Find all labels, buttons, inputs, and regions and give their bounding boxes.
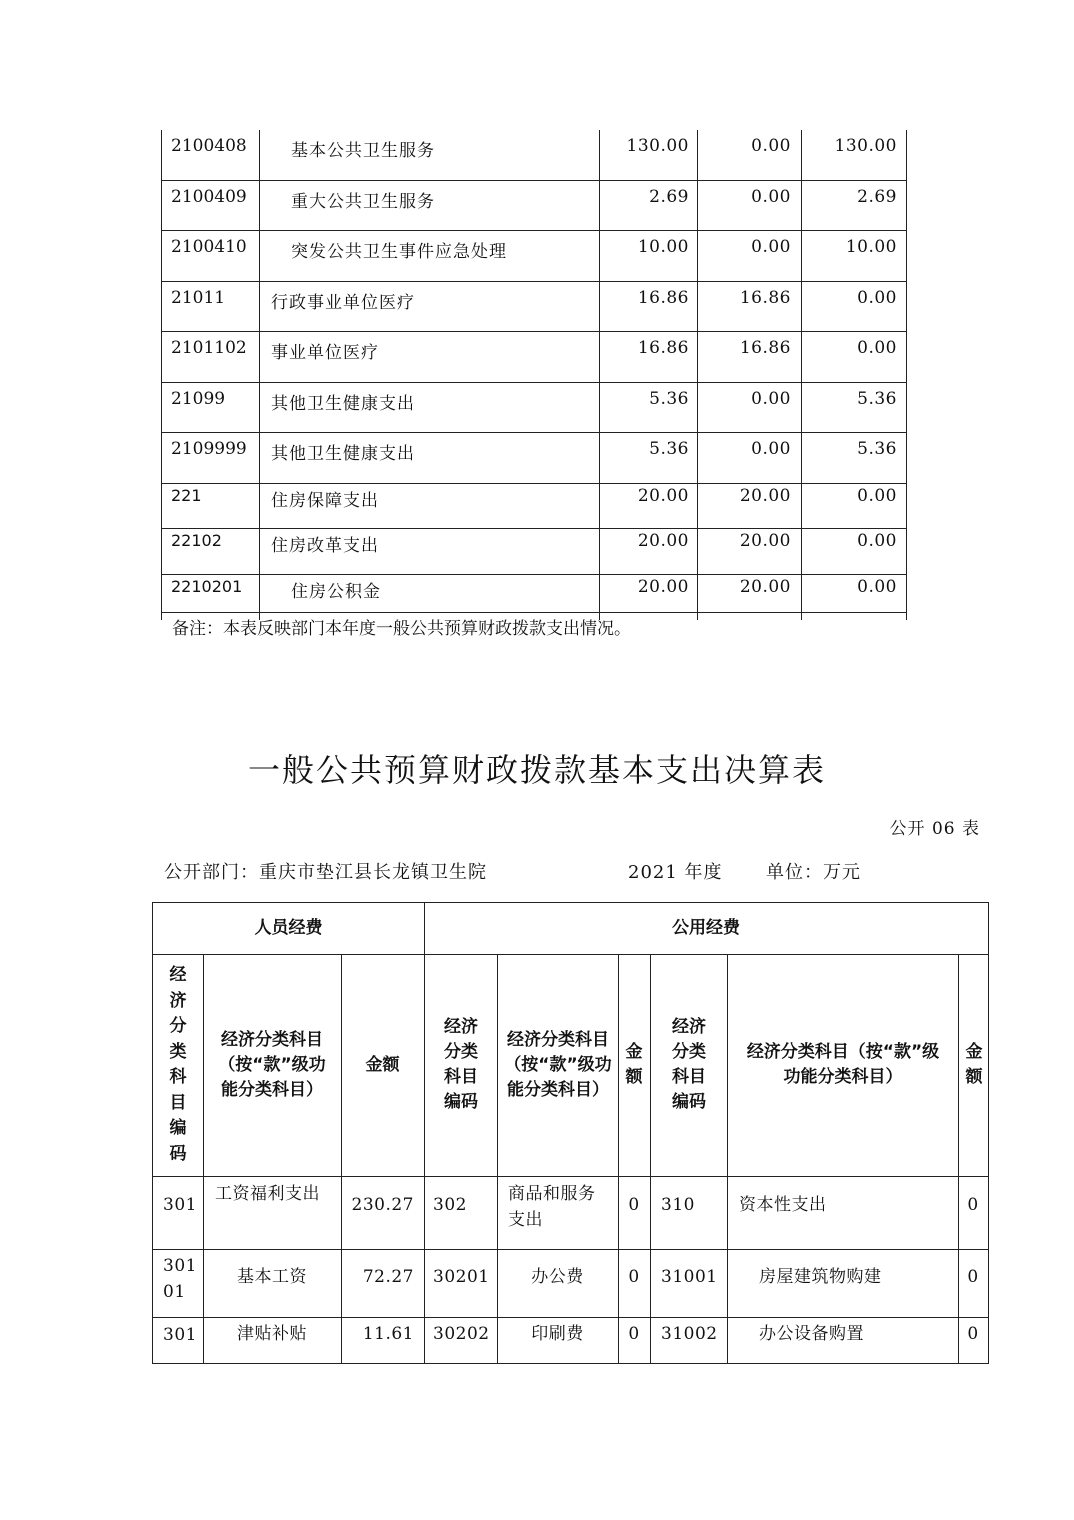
code-column-header: 经济分类科目编码 (444, 1017, 478, 1112)
subject-name: 住房保障支出 (271, 490, 379, 511)
row-line (153, 1176, 988, 1177)
goods-code: 30201 (433, 1267, 490, 1287)
amount-column-header: 金额 (965, 1042, 983, 1087)
subject-name: 行政事业单位医疗 (271, 292, 415, 313)
subject-code: 2100408 (171, 136, 247, 156)
personnel-code: 30101 (163, 1256, 197, 1302)
capital-subject: 办公设备购置 (759, 1324, 864, 1344)
total-amount: 20.00 (637, 485, 689, 506)
personnel-amount: 72.27 (362, 1267, 414, 1287)
expenditure-table-continued (161, 130, 907, 620)
subject-column-header: 经济分类科目（按“款”级功能分类科目） (746, 1042, 940, 1087)
personnel-subject: 工资福利支出 (215, 1184, 320, 1204)
fiscal-year: 2021 年度 (628, 862, 723, 883)
total-amount: 130.00 (626, 136, 689, 156)
personnel-amount: 11.61 (362, 1324, 414, 1344)
project-amount: 0.00 (857, 485, 897, 506)
subject-code: 221 (171, 485, 202, 505)
code-column-header: 经济分类科目编码 (169, 965, 187, 1164)
goods-subject: 印刷费 (531, 1324, 584, 1344)
capital-amount: 0 (967, 1195, 979, 1215)
subject-name: 基本公共卫生服务 (291, 141, 435, 161)
total-amount: 20.00 (637, 576, 689, 597)
table-row (161, 383, 907, 434)
project-amount: 5.36 (857, 388, 897, 409)
basic-amount: 0.00 (751, 136, 791, 156)
capital-subject: 资本性支出 (739, 1195, 827, 1215)
subject-name: 事业单位医疗 (271, 343, 379, 363)
total-amount: 16.86 (637, 338, 689, 358)
total-amount: 16.86 (637, 287, 689, 308)
table-row (161, 529, 907, 575)
subject-name: 其他卫生健康支出 (271, 444, 415, 464)
subject-column-header: 经济分类科目（按“款”级功能分类科目） (504, 1029, 612, 1100)
col-line (958, 954, 959, 1363)
goods-code: 302 (433, 1195, 467, 1215)
subject-name: 住房公积金 (291, 581, 381, 602)
project-amount: 2.69 (857, 186, 897, 207)
personnel-amount: 230.27 (351, 1195, 414, 1215)
subject-code: 2100410 (171, 237, 247, 257)
table-row (161, 130, 907, 181)
table-row (161, 433, 907, 484)
table-row (161, 484, 907, 530)
basic-amount: 0.00 (751, 388, 791, 409)
project-amount: 0.00 (857, 287, 897, 308)
amount-column-header: 金额 (625, 1042, 643, 1087)
capital-amount: 0 (967, 1324, 979, 1344)
col-line (203, 954, 204, 1363)
project-amount: 10.00 (845, 237, 897, 257)
basic-amount: 16.86 (739, 338, 791, 358)
col-line (424, 903, 425, 1363)
capital-subject: 房屋建筑物购建 (759, 1267, 882, 1287)
total-amount: 5.36 (649, 388, 689, 409)
page-title: 一般公共预算财政拨款基本支出决算表 (247, 751, 826, 789)
total-amount: 5.36 (649, 439, 689, 459)
subject-code: 2101102 (171, 338, 247, 358)
row-line (153, 1317, 988, 1318)
capital-code: 310 (661, 1195, 695, 1215)
subject-code: 22102 (171, 531, 222, 550)
capital-code: 31002 (661, 1324, 718, 1344)
public-expense-header: 公用经费 (672, 918, 740, 938)
amount-column-header: 金额 (365, 1054, 400, 1075)
table-row (161, 282, 907, 333)
table-number: 公开 06 表 (889, 819, 980, 839)
subject-code: 2100409 (171, 186, 247, 207)
subject-code: 21099 (171, 388, 226, 409)
personnel-subject: 津贴补贴 (237, 1324, 307, 1344)
basic-expenditure-table (152, 902, 989, 1364)
capital-amount: 0 (967, 1267, 979, 1287)
total-amount: 20.00 (637, 531, 689, 551)
table-row (161, 181, 907, 232)
col-line (618, 954, 619, 1363)
personnel-expense-header: 人员经费 (254, 918, 323, 938)
goods-code: 30202 (433, 1324, 490, 1344)
personnel-code: 301 (163, 1195, 197, 1215)
basic-amount: 16.86 (739, 287, 791, 308)
basic-amount: 0.00 (751, 237, 791, 257)
goods-subject: 办公费 (531, 1267, 584, 1287)
subject-code: 2210201 (171, 576, 243, 596)
basic-amount: 20.00 (739, 485, 791, 506)
project-amount: 130.00 (834, 136, 897, 156)
table-note: 备注：本表反映部门本年度一般公共预算财政拨款支出情况。 (172, 619, 631, 639)
goods-amount: 0 (628, 1267, 640, 1287)
subject-code: 21011 (171, 287, 226, 308)
department-label: 公开部门：重庆市垫江县长龙镇卫生院 (164, 862, 487, 883)
subject-name: 重大公共卫生服务 (291, 191, 435, 212)
basic-amount: 20.00 (739, 531, 791, 551)
basic-amount: 0.00 (751, 439, 791, 459)
project-amount: 5.36 (857, 439, 897, 459)
subject-column-header: 经济分类科目（按“款”级功能分类科目） (218, 1029, 326, 1100)
personnel-subject: 基本工资 (237, 1267, 307, 1287)
personnel-code: 301 (163, 1325, 197, 1345)
total-amount: 10.00 (637, 237, 689, 257)
basic-amount: 20.00 (739, 576, 791, 597)
table-row (161, 332, 907, 383)
project-amount: 0.00 (857, 576, 897, 597)
project-amount: 0.00 (857, 531, 897, 551)
col-line (497, 954, 498, 1363)
unit-label: 单位：万元 (766, 862, 861, 883)
project-amount: 0.00 (857, 338, 897, 358)
basic-amount: 0.00 (751, 186, 791, 207)
subject-code: 2109999 (171, 439, 247, 459)
table-bottom-border (161, 612, 907, 613)
goods-subject: 商品和服务支出 (508, 1184, 596, 1230)
col-line (727, 954, 728, 1363)
total-amount: 2.69 (649, 186, 689, 207)
subject-name: 其他卫生健康支出 (271, 393, 415, 414)
goods-amount: 0 (628, 1195, 640, 1215)
row-line (153, 1249, 988, 1250)
subject-name: 突发公共卫生事件应急处理 (291, 242, 507, 262)
goods-amount: 0 (628, 1324, 640, 1344)
subject-name: 住房改革支出 (271, 536, 379, 556)
table-row (161, 231, 907, 282)
capital-code: 31001 (661, 1267, 718, 1287)
code-column-header: 经济分类科目编码 (672, 1017, 706, 1112)
col-line (650, 954, 651, 1363)
